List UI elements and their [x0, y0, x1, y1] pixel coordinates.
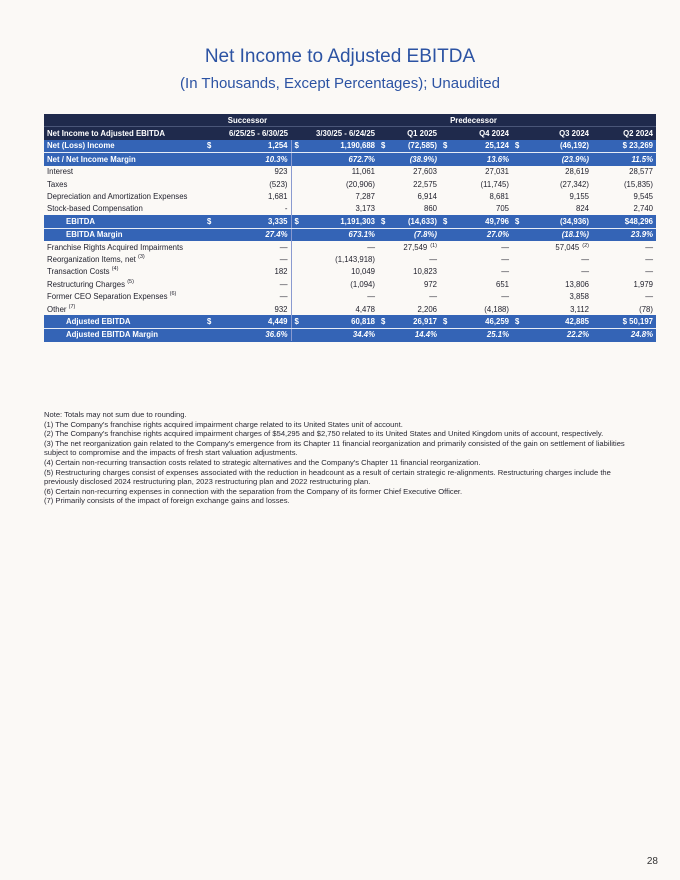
table-row: [44, 253, 656, 265]
cell-value: 42,885: [565, 316, 589, 326]
cell-value: 23,269: [629, 141, 653, 151]
currency-sign: $: [294, 141, 299, 151]
cell-value: 11,061: [291, 166, 378, 178]
row-label: Adjusted EBITDA: [44, 315, 204, 328]
cell-value: 24.8%: [592, 328, 656, 341]
cell-value: —: [645, 267, 653, 277]
cell-value: -: [284, 204, 288, 214]
cell-value: (78): [639, 304, 653, 314]
currency-sign: $: [443, 141, 448, 151]
cell-value: 4,478: [291, 303, 378, 315]
cell-value: 28,619: [565, 167, 589, 177]
cell-value: 1,190,688: [340, 141, 375, 151]
footnote: (5) Restructuring charges consist of expenses associated with the reduction in headcount as a result of certain strategic re-alignments. Restructuring charges include the previously disclosed 2024 restructuring plan, 2023 restructuring plan and 2022 restructuring plan.: [44, 467, 611, 487]
page-subtitle: (In Thousands, Except Percentages); Unaudited: [180, 75, 500, 92]
footnote: Note: Totals may not sum due to rounding.: [44, 410, 187, 419]
row-label: Taxes: [47, 179, 68, 189]
footnote: (6) Certain non-recurring expenses in connection with the separation from the Company of its former Chief Executive Officer.: [44, 486, 463, 496]
col-header: 3/30/25 - 6/24/25: [291, 127, 378, 140]
currency-sign: $: [294, 316, 299, 326]
cell-value: 28,577: [629, 167, 653, 177]
table-row: [44, 166, 656, 178]
cell-value: (20,906): [291, 178, 378, 190]
row-label: Stock-based Compensation: [47, 204, 143, 214]
cell-value: 3,858: [569, 292, 589, 302]
currency-sign: $: [381, 316, 386, 326]
cell-value: 673.1%: [291, 228, 378, 241]
cell-value: (15,835): [623, 179, 653, 189]
cell-value: 3,112: [570, 304, 589, 314]
col-header: Q1 2025: [378, 127, 440, 140]
page-title: Net Income to Adjusted EBITDA: [204, 46, 476, 67]
cell-value: 10.3%: [204, 153, 291, 166]
cell-value: 9,155: [569, 192, 589, 202]
cell-value: 22,575: [413, 179, 437, 189]
cell-value: —: [501, 292, 509, 302]
footnote-ref: (7): [68, 303, 76, 310]
currency-sign: $: [207, 216, 212, 226]
cell-value: 1,979: [633, 279, 653, 289]
cell-value: 34.4%: [291, 328, 378, 341]
cell-value: 923: [274, 167, 288, 177]
footnotes: [44, 410, 642, 506]
cell-value: —: [279, 254, 288, 264]
cell-value: —: [581, 254, 589, 264]
cell-value: 36.6%: [204, 328, 291, 341]
cell-value: 8,681: [489, 192, 509, 202]
cell-value: —: [645, 292, 653, 302]
cell-value: (46,192): [559, 141, 589, 151]
cell-value: 13,806: [565, 279, 589, 289]
row-label: Other: [47, 304, 67, 314]
period-header-row: [44, 114, 656, 127]
footnote: (1) The Company's franchise rights acquired impairment charge related to its United States unit of account.: [44, 419, 403, 429]
footnote: (2) The Company's franchise rights acquired impairment charges of $54,295 and $2,750 related to its United States and United Kingdom units of account, respectively.: [44, 429, 604, 439]
cell-value: (523): [269, 179, 288, 189]
table-row: [44, 278, 656, 290]
cell-value: (4,188): [484, 304, 509, 314]
cell-value: —: [501, 254, 509, 264]
cell-value: 27.4%: [204, 228, 291, 241]
currency-sign: $: [207, 141, 212, 151]
cell-value: 14.4%: [378, 328, 440, 341]
row-label: Former CEO Separation Expenses: [47, 292, 168, 302]
footnote-ref: (3): [138, 253, 145, 260]
col-header: Q4 2024: [440, 127, 512, 140]
footnote-ref: (1): [430, 242, 437, 249]
cell-value: (14,633): [407, 216, 437, 226]
net-margin-row: [44, 153, 656, 166]
cell-value: 3,335: [267, 216, 288, 226]
cell-value: 27.0%: [440, 228, 512, 241]
currency-sign: $: [515, 216, 520, 226]
currency-sign: $: [515, 141, 520, 151]
cell-value: (72,585): [407, 141, 437, 151]
currency-sign: $: [622, 141, 627, 151]
cell-value: 25,124: [485, 141, 509, 151]
cell-value: (1,094): [291, 278, 378, 290]
cell-value: 57,045: [555, 242, 580, 252]
adjusted-ebitda-row: [44, 315, 656, 328]
cell-value: —: [501, 242, 509, 252]
row-label: Depreciation and Amortization Expenses: [47, 192, 188, 202]
footnote-ref: (4): [111, 266, 119, 273]
currency-sign: $: [443, 316, 448, 326]
cell-value: 23.9%: [592, 228, 656, 241]
cell-value: 1,191,303: [340, 216, 375, 226]
cell-value: 50,197: [629, 316, 653, 326]
cell-value: 182: [274, 267, 288, 277]
cell-value: (18.1%): [512, 228, 592, 241]
footnote-ref: (2): [582, 242, 589, 249]
row-label: Net (Loss) Income: [44, 140, 204, 153]
cell-value: (23.9%): [512, 153, 592, 166]
cell-value: 2,740: [633, 204, 653, 214]
table-row: [44, 190, 656, 202]
cell-value: 11.5%: [592, 153, 656, 166]
cell-value: (1,143,918): [291, 253, 378, 265]
cell-value: 27,549: [403, 242, 428, 252]
row-label-header: Net Income to Adjusted EBITDA: [44, 127, 204, 140]
cell-value: 48,296: [629, 216, 653, 226]
cell-value: 46,259: [485, 316, 509, 326]
cell-value: 651: [495, 279, 509, 289]
currency-sign: $: [207, 316, 212, 326]
column-header-row: [44, 127, 656, 140]
table-row: [44, 203, 656, 215]
cell-value: —: [429, 292, 437, 302]
cell-value: —: [279, 279, 288, 289]
cell-value: (34,936): [559, 216, 589, 226]
adjusted-ebitda-margin-row: [44, 328, 656, 341]
page-number: 28: [646, 856, 658, 867]
currency-sign: $: [515, 316, 520, 326]
cell-value: 26,917: [413, 316, 437, 326]
cell-value: —: [279, 292, 288, 302]
cell-value: 705: [495, 204, 509, 214]
cell-value: 9,545: [633, 192, 653, 202]
col-header: Q2 2024: [592, 127, 656, 140]
table-row: [44, 178, 656, 190]
cell-value: —: [501, 267, 509, 277]
cell-value: 25.1%: [440, 328, 512, 341]
cell-value: 824: [575, 204, 589, 214]
currency-sign: $: [294, 216, 299, 226]
cell-value: (27,342): [559, 179, 589, 189]
row-label: Restructuring Charges: [47, 279, 126, 289]
row-label: Net / Net Income Margin: [44, 153, 204, 166]
col-header: Q3 2024: [512, 127, 592, 140]
footnote: (7) Primarily consists of the impact of foreign exchange gains and losses.: [44, 496, 290, 506]
cell-value: 10,823: [413, 267, 437, 277]
table-row: [44, 303, 656, 315]
table-row: [44, 241, 656, 253]
cell-value: —: [581, 267, 589, 277]
cell-value: —: [291, 290, 378, 302]
cell-value: 932: [274, 304, 288, 314]
footnote: (3) The net reorganization gain related to the Company's emergence from its Chapter 11 financial reorganization and primarily consisted of the gain on settlement of liabilities subject to compromise and the impacts of fresh start valuation adjustments.: [44, 438, 625, 458]
currency-sign: $: [443, 216, 448, 226]
cell-value: —: [645, 242, 653, 252]
net-income-row: [44, 140, 656, 153]
cell-value: 4,449: [267, 316, 288, 326]
currency-sign: $: [622, 316, 627, 326]
cell-value: 972: [423, 279, 437, 289]
footnote-ref: (6): [169, 291, 177, 298]
row-label: EBITDA: [44, 215, 204, 228]
ebitda-row: [44, 215, 656, 228]
footnote: (4) Certain non-recurring transaction costs related to strategic alternatives and the Company's Chapter 11 financial reorganization.: [44, 457, 481, 467]
ebitda-table: [44, 114, 656, 342]
cell-value: 49,796: [485, 216, 509, 226]
cell-value: 3,173: [291, 203, 378, 215]
cell-value: 22.2%: [512, 328, 592, 341]
cell-value: 13.6%: [440, 153, 512, 166]
cell-value: (7.8%): [378, 228, 440, 241]
cell-value: —: [645, 254, 653, 264]
row-label: Adjusted EBITDA Margin: [44, 328, 204, 341]
col-header: 6/25/25 - 6/30/25: [204, 127, 291, 140]
cell-value: —: [429, 254, 437, 264]
cell-value: 672.7%: [291, 153, 378, 166]
cell-value: 6,914: [417, 192, 437, 202]
cell-value: (11,745): [480, 179, 509, 189]
cell-value: —: [291, 241, 378, 253]
cell-value: —: [279, 242, 288, 252]
predecessor-label: Predecessor: [291, 114, 656, 127]
table-row: [44, 266, 656, 278]
footnote-ref: (5): [127, 278, 134, 285]
table-row: [44, 290, 656, 302]
cell-value: 1,254: [267, 141, 288, 151]
row-label: EBITDA Margin: [44, 228, 204, 241]
cell-value: 1,681: [267, 192, 288, 202]
row-label: Interest: [47, 167, 74, 177]
cell-value: 7,287: [291, 190, 378, 202]
cell-value: 10,049: [291, 266, 378, 278]
successor-label: Successor: [204, 114, 291, 127]
currency-sign: $: [381, 216, 386, 226]
currency-sign: $: [381, 141, 386, 151]
cell-value: 2,206: [417, 304, 437, 314]
ebitda-margin-row: [44, 228, 656, 241]
cell-value: 27,031: [485, 167, 509, 177]
cell-value: (38.9%): [378, 153, 440, 166]
cell-value: 60,818: [351, 316, 375, 326]
row-label: Transaction Costs: [47, 267, 110, 277]
row-label: Franchise Rights Acquired Impairments: [47, 242, 184, 252]
row-label: Reorganization Items, net: [47, 254, 136, 264]
cell-value: 27,603: [413, 167, 437, 177]
cell-value: 860: [423, 204, 437, 214]
currency-sign: $: [624, 216, 630, 226]
